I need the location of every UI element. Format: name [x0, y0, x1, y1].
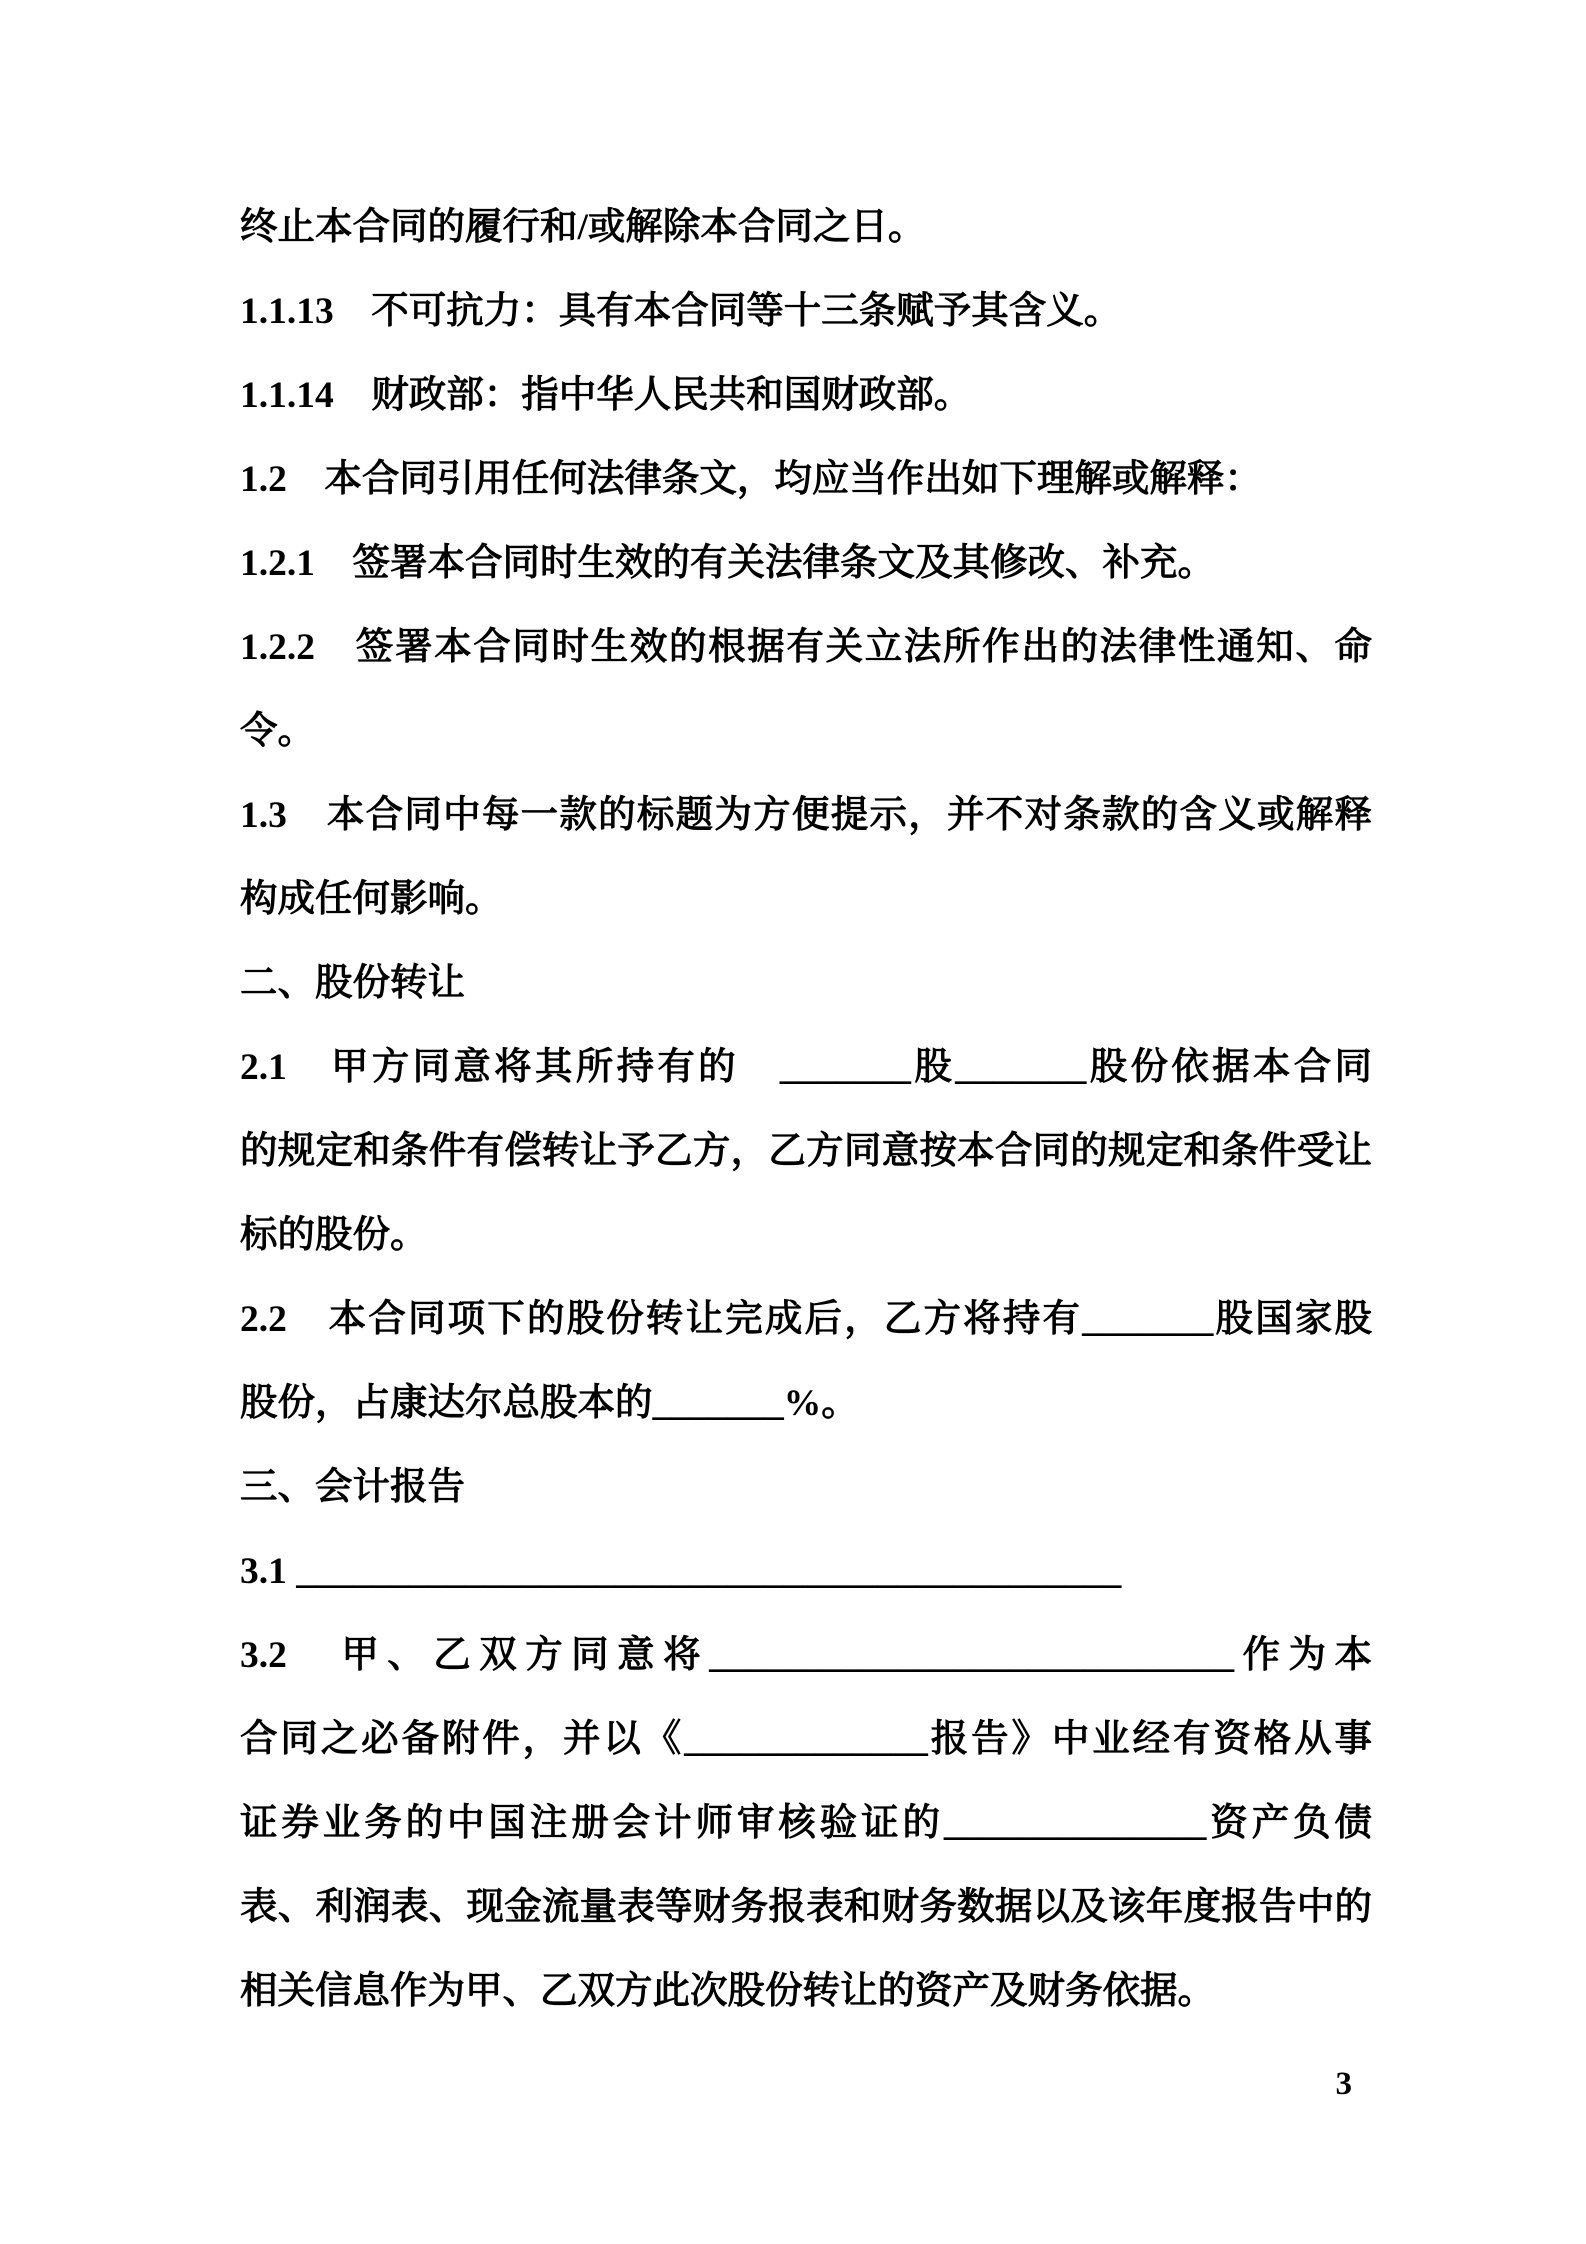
text-line-5: 1.2.1 签署本合同时生效的有关法律条文及其修改、补充。: [240, 543, 1215, 584]
text-line-1: 终止本合同的履行和/或解除本合同之日。: [240, 207, 926, 248]
text-line-10: 二、股份转让: [240, 963, 465, 1004]
text-line-4: 1.2 本合同引用任何法律条文，均应当作出如下理解或解释：: [240, 459, 1262, 500]
text-line-22: 相关信息作为甲、乙双方此次股份转让的资产及财务依据。: [240, 1971, 1215, 2012]
text-line-8: 1.3 本合同中每一款的标题为方便提示，并不对条款的含义或解释: [240, 795, 1372, 836]
text-line-18: 3.2 甲、乙双方同意将____________________________作为本: [240, 1635, 1372, 1676]
text-line-9: 构成任何影响。: [240, 879, 503, 920]
text-line-21: 表、利润表、现金流量表等财务报表和财务数据以及该年度报告中的: [240, 1887, 1372, 1928]
text-line-19: 合同之必备附件，并以《_____________报告》中业经有资格从事: [240, 1719, 1372, 1760]
text-line-12: 的规定和条件有偿转让予乙方，乙方同意按本合同的规定和条件受让: [240, 1131, 1372, 1172]
text-line-14: 2.2 本合同项下的股份转让完成后，乙方将持有_______股国家股: [240, 1299, 1372, 1340]
text-line-2: 1.1.13 不可抗力：具有本合同等十三条赋予其含义。: [240, 291, 1122, 332]
text-line-6: 1.2.2 签署本合同时生效的根据有关立法所作出的法律性通知、命: [240, 627, 1372, 668]
text-line-20: 证券业务的中国注册会计师审核验证的______________资产负债: [240, 1803, 1372, 1844]
text-line-16: 三、会计报告: [240, 1467, 465, 1508]
text-line-13: 标的股份。: [240, 1215, 428, 1256]
text-line-15: 股份，占康达尔总股本的_______%。: [240, 1383, 859, 1424]
text-line-3: 1.1.14 财政部：指中华人民共和国财政部。: [240, 375, 972, 416]
text-line-17: 3.1 ____________________________________________: [240, 1551, 1122, 1592]
text-line-7: 令。: [240, 711, 315, 752]
contract-text-block: [240, 186, 1372, 2034]
page-number: 3: [1335, 2066, 1352, 2102]
text-line-11: 2.1 甲方同意将其所持有的 _______股_______股份依据本合同: [240, 1047, 1372, 1088]
